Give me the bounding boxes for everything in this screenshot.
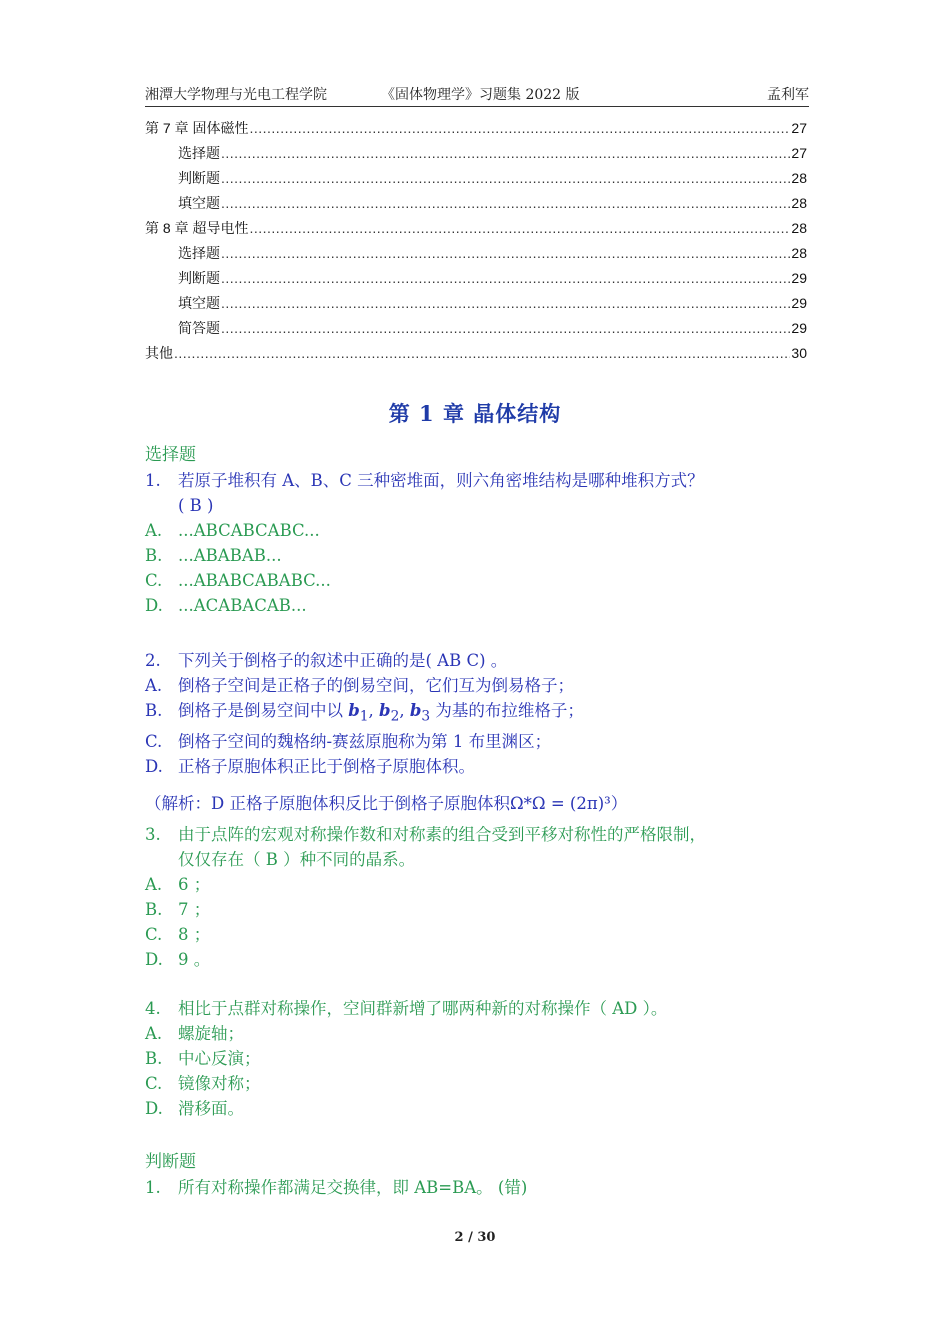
option-d: D. 9 。 bbox=[145, 950, 211, 969]
question-text: 所有对称操作都满足交换律，即 AB=BA。 (错) bbox=[178, 1178, 528, 1197]
toc-leader bbox=[249, 116, 790, 141]
toc-page: 29 bbox=[791, 270, 807, 286]
section-heading-choice: 选择题 bbox=[145, 445, 196, 465]
header-rule bbox=[145, 106, 809, 107]
table-of-contents bbox=[145, 116, 807, 366]
analysis-note: （解析：D 正格子原胞体积反比于倒格子原胞体积Ω*Ω = (2π)³） bbox=[145, 794, 628, 814]
option-c: C. 8 ； bbox=[145, 925, 211, 944]
toc-leader bbox=[221, 141, 790, 166]
toc-entry[interactable]: 判断题 ..... 28 bbox=[145, 166, 807, 191]
section-heading-judge: 判断题 bbox=[145, 1152, 196, 1172]
toc-page: 29 bbox=[791, 295, 807, 311]
page-header bbox=[145, 84, 809, 106]
toc-leader bbox=[249, 216, 790, 241]
option-a: A. 螺旋轴； bbox=[145, 1024, 244, 1043]
toc-leader bbox=[174, 341, 790, 366]
toc-entry[interactable]: 填空题 ..... 28 bbox=[145, 191, 807, 216]
question-text: 相比于点群对称操作，空间群新增了哪两种新的对称操作（ AD ）。 bbox=[178, 999, 668, 1018]
option-c: C. 镜像对称； bbox=[145, 1074, 261, 1093]
vector-b1: b bbox=[348, 701, 360, 720]
option-c: C. ...ABABCABABC... bbox=[145, 571, 331, 590]
option-d: D. 滑移面。 bbox=[145, 1099, 244, 1118]
option-b: B. 中心反演； bbox=[145, 1049, 261, 1068]
header-book-title: 《固体物理学》习题集 2022 版 bbox=[381, 87, 580, 103]
toc-leader bbox=[221, 316, 790, 341]
question-block-1 bbox=[145, 443, 809, 618]
vector-b3: b bbox=[409, 701, 422, 720]
page-number: 2 / 30 bbox=[454, 1230, 496, 1245]
question-2 bbox=[145, 648, 809, 673]
toc-page: 28 bbox=[791, 195, 807, 211]
option-c: C. 倒格子空间的魏格纳-赛兹原胞称为第 1 布里渊区； bbox=[145, 732, 552, 752]
question-3 bbox=[145, 822, 809, 872]
vector-b2: b bbox=[379, 701, 391, 720]
option-a: A. ...ABCABCABC... bbox=[145, 521, 320, 540]
chapter-title: 第 1 章 晶体结构 bbox=[388, 401, 562, 426]
toc-leader bbox=[221, 291, 790, 316]
toc-leader bbox=[221, 191, 790, 216]
question-text-cont: 仅仅存在（ B ）种不同的晶系。 bbox=[178, 850, 416, 869]
question-number: 1. bbox=[145, 1178, 161, 1197]
option-d: D. ...ACABACAB... bbox=[145, 596, 307, 615]
question-number: 4. bbox=[145, 999, 161, 1018]
header-institution: 湘潭大学物理与光电工程学院 bbox=[145, 87, 327, 103]
toc-page: 30 bbox=[791, 345, 807, 361]
option-b: B. 7 ； bbox=[145, 900, 211, 919]
toc-page: 28 bbox=[791, 220, 807, 236]
toc-page: 27 bbox=[791, 120, 807, 136]
question-1 bbox=[145, 468, 809, 518]
option-b: B. ...ABABAB... bbox=[145, 546, 282, 565]
option-d: D. 正格子原胞体积正比于倒格子原胞体积。 bbox=[145, 757, 475, 777]
toc-entry[interactable]: 填空题 ..... 29 bbox=[145, 291, 807, 316]
option-a: A. 倒格子空间是正格子的倒易空间，它们互为倒易格子； bbox=[145, 676, 574, 695]
question-block-4 bbox=[145, 996, 809, 1121]
toc-entry[interactable]: 选择题 ..... 28 bbox=[145, 241, 807, 266]
question-text: 下列关于倒格子的叙述中正确的是( AB C) 。 bbox=[178, 651, 508, 670]
toc-entry-other[interactable]: 其他 ..... 30 bbox=[145, 341, 807, 366]
toc-page: 28 bbox=[791, 245, 807, 261]
toc-page: 29 bbox=[791, 320, 807, 336]
toc-entry[interactable]: 判断题 ..... 29 bbox=[145, 266, 807, 291]
toc-leader bbox=[221, 166, 790, 191]
toc-leader bbox=[221, 266, 790, 291]
question-4 bbox=[145, 996, 809, 1021]
question-text: 若原子堆积有 A、B、C 三种密堆面，则六角密堆结构是哪种堆积方式？ bbox=[178, 471, 704, 490]
toc-page: 27 bbox=[791, 145, 807, 161]
header-author: 孟利军 bbox=[767, 87, 809, 103]
toc-entry-chapter-7[interactable]: 第 7 章 固体磁性 ..... 27 bbox=[145, 116, 807, 141]
toc-entry[interactable]: 简答题 ..... 29 bbox=[145, 316, 807, 341]
question-number: 2. bbox=[145, 651, 161, 670]
toc-entry-chapter-8[interactable]: 第 8 章 超导电性 ..... 28 bbox=[145, 216, 807, 241]
question-number: 3. bbox=[145, 825, 161, 844]
volume-formula: Ω*Ω = (2π)³ bbox=[509, 794, 611, 814]
question-number: 1. bbox=[145, 471, 161, 490]
option-b: B. 倒格子是倒易空间中以 $b_1$, $b_2$, $b_3$ 为基的布拉维格子； bbox=[145, 701, 584, 725]
option-a: A. 6 ； bbox=[145, 875, 211, 894]
question-block-2 bbox=[145, 648, 809, 816]
judge-block bbox=[145, 1150, 809, 1200]
toc-page: 28 bbox=[791, 170, 807, 186]
question-answer: ( B ) bbox=[178, 496, 214, 515]
toc-leader bbox=[221, 241, 790, 266]
judge-question-1 bbox=[145, 1175, 809, 1200]
question-text: 由于点阵的宏观对称操作数和对称素的组合受到平移对称性的严格限制， bbox=[178, 825, 706, 844]
question-block-3 bbox=[145, 822, 809, 972]
toc-entry[interactable]: 选择题 ..... 27 bbox=[145, 141, 807, 166]
